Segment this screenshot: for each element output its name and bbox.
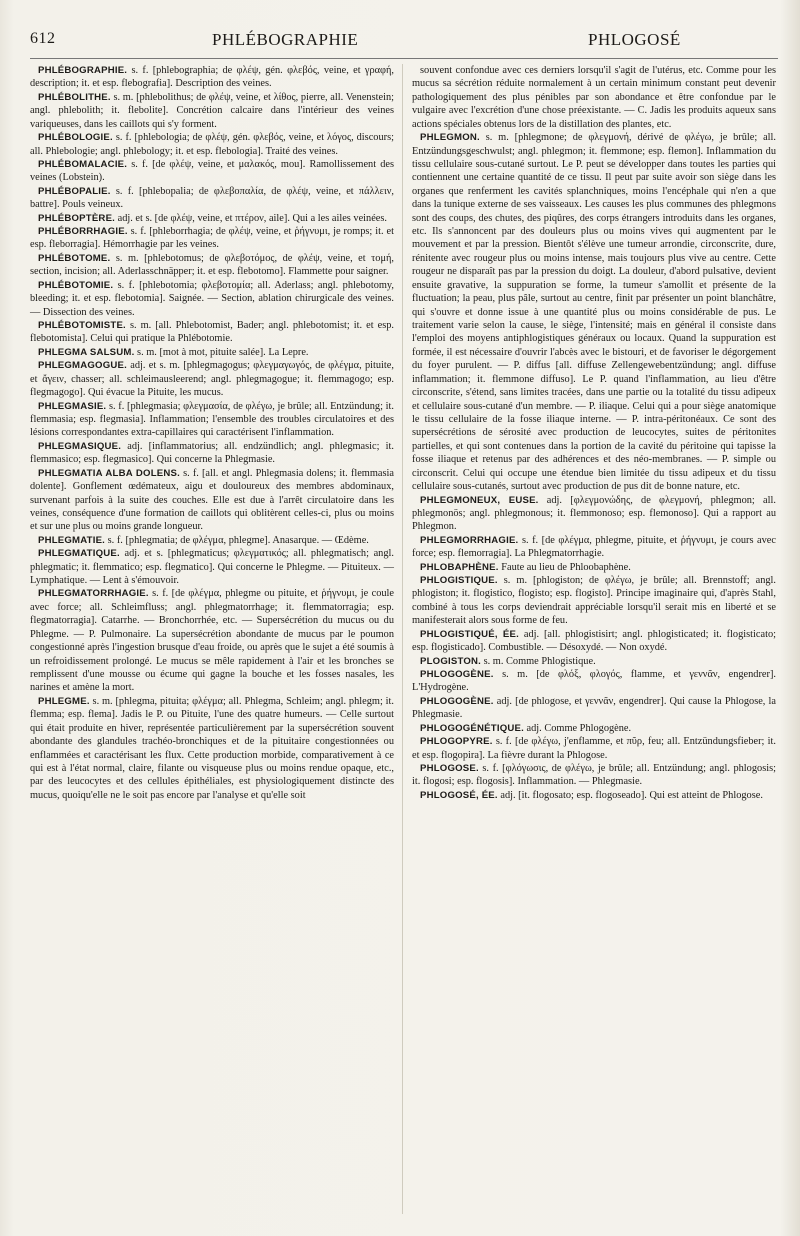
dictionary-entry [30,252,394,279]
entry-headword: PHLEGMATIA ALBA DOLENS. [38,467,180,479]
entry-definition: adj. [φλεγμονώδης, de φλεγμονή, phlegmon; all. phlegmonös; angl. phlegmonous; it. flemmonoso; esp. flemonoso]. Qui a rapport au Phlegmon. [412,494,776,533]
dictionary-entry [30,64,394,91]
entry-definition: adj. [de phlogose, et γεννᾶν, engendrer]. Qui cause la Phlogose, la Phlegmasie. [412,695,776,721]
page-number: 612 [30,30,56,47]
entry-definition: s. f. [phlebologia; de φλέψ, gén. φλεβός, veine, et λόγος, discours; all. Phlebologie; angl. phlebology; it. et esp. flebologia]. Traité des veines. [30,132,394,157]
entry-definition: s. f. [phlebotomia; φλεβοτομία; all. Aderlass; angl. phlebotomy, bleeding; it. et esp. flebotomia]. Saignée. — Section, ablation chirurgicale des veines. — Dissection des veines. [30,279,394,318]
dictionary-entry [30,359,394,399]
entry-definition: s. m. [phlebolithus; de φλέψ, veine, et λίθος, pierre, all. Venenstein; angl. phlebolith; it. flebolite]. Concrétion calcaire dans l'intérieur des veines variqueuses, dans les caillots qui s'y forment. [30,91,394,130]
dictionary-entry [412,561,776,574]
dictionary-entry [412,534,776,561]
dictionary-entry [412,722,776,735]
entry-headword: PLOGISTON. [420,655,481,667]
dictionary-entry [30,547,394,587]
entry-headword: PHLEGME. [38,695,90,707]
entry-definition: s. f. [de φλέγμα, phlegme, pituite, et ῥήγνυμι, je cours avec force; esp. flemorragia]. La Phlegmatorrhagie. [412,534,776,560]
header-rule [30,58,778,59]
entry-headword: PHLEGMATORRHAGIE. [38,588,149,600]
entry-headword: PHLEGMAGOGUE. [38,360,127,372]
entry-definition: s. f. [de φλέψ, veine, et μαλακός, mou]. Ramollissement des veines (Lobstein). [30,158,394,184]
entry-headword: PHLEGMASIQUE. [38,440,122,452]
entry-headword: PHLÉBORRHAGIE. [38,226,128,238]
column-divider [402,64,403,1214]
dictionary-entry [30,587,394,694]
dictionary-entry [30,225,394,252]
entry-definition: s. m. [de φλόξ, φλογός, flamme, et γεννᾶν, engendrer]. L'Hydrogène. [412,668,776,694]
entry-headword: PHLEGMON. [420,132,480,144]
dictionary-entry [30,400,394,440]
entry-headword: PHLOGOGÈNE. [420,668,494,680]
entry-headword: PHLOGOSE. [420,762,479,774]
dictionary-entry [412,762,776,789]
entry-definition: s. f. [phlegmatia; de φλέγμα, phlegme]. Anasarque. — Œdème. [105,534,369,546]
entry-definition: adj. Comme Phlogogène. [523,722,632,734]
dictionary-entry [412,64,776,131]
header-right-title: PHLOGOSÉ [588,30,681,49]
entry-definition: s. m. [phlebotomus; de φλεβοτόμος, de φλέψ, veine, et τομή, section, incision; all. Aderlasschnäpper; it. et esp. flebotomo]. Flammette pour saigner. [30,252,394,278]
entry-headword: PHLOGOPYRE. [420,736,493,748]
entry-definition: s. f. [φλόγωσις, de φλέγω, je brûle; all. Entzündung; angl. phlogosis; it. flogosi; esp. flogosis]. Inflammation. — Phlegmasie. [412,762,776,788]
entry-headword: PHLÉBOTOMISTE. [38,320,126,332]
dictionary-entry [412,494,776,534]
dictionary-entry [30,158,394,185]
right-column [412,64,776,802]
dictionary-entry [412,735,776,762]
entry-definition: s. f. [phlebographia; de φλέψ, gén. φλεβός, veine, et γραφή, description; it. et esp. flebografia]. Description des veines. [30,65,394,90]
entry-definition: adj. [all. phlogistisirt; angl. phlogisticated; it. flogisticato; esp. flogisticado]. Combustible. — Désoxydé. — Non oxydé. [412,628,776,654]
entry-definition: adj. et s. [de φλέψ, veine, et πτέρον, aile]. Qui a les ailes veinées. [115,212,388,224]
entry-headword: PHLEGMATIQUE. [38,548,120,560]
entry-definition: Faute au lieu de Phloobaphène. [498,561,631,573]
entry-definition: s. f. [phlegmasia; φλεγμασία, de φλέγω, je brûle; all. Entzündung; it. flemmasia; esp. flegmasia]. Inflammation; l'ensemble des troubles circulatoires et des lésions correspondantes extra-capillaires qui caractérisent l'inflammation. [30,400,394,439]
entry-definition: s. f. [de φλέγω, j'enflamme, et πῦρ, feu; all. Entzündungsfieber; it. et esp. flogopira]. La fièvre durant la Phlogose. [412,736,776,761]
dictionary-entry [412,655,776,668]
entry-headword: PHLEGMORRHAGIE. [420,534,519,546]
entry-headword: PHLEGMA SALSUM. [38,346,135,358]
dictionary-entry [30,185,394,212]
entry-definition: s. m. [mot à mot, pituite salée]. La Lepre. [134,346,309,358]
dictionary-entry [30,91,394,131]
entry-headword: PHLOGISTIQUE. [420,575,498,587]
dictionary-entry [412,574,776,628]
entry-definition: s. m. [phlogiston; de φλέγω, je brûle; all. Brennstoff; angl. phlogiston; it. flogistico, flogisto; esp. flogisto]. Principe imaginaire qui, d'après Stahl, combiné à tous les corps deviendrait appréciable lorsqu'il serait mis en liberté et se manifesterait alors sous forme de feu. [412,575,776,627]
entry-headword: PHLOBAPHÈNE. [420,561,499,573]
dictionary-entry [30,695,394,802]
dictionary-entry [412,695,776,722]
entry-headword: PHLOGISTIQUÉ, ÉE. [420,628,519,640]
entry-headword: PHLOGOSÉ, ÉE. [420,789,498,801]
entry-definition: souvent confondue avec ces derniers lorsqu'il s'agit de l'utérus, etc. Comme pour les mucus sa sécrétion réduite normalement à un certain minimum constant peut devenir pathologiquement des plus pénibles par son abondance et être confondue par le vulgaire avec l'excrétion d'une chose préexistante. — C. Jadis les produits aqueux sans actions spéciales obtenus lors de la distillation des plantes, etc. [412,65,776,130]
dictionary-entry [30,346,394,359]
entry-definition: s. f. [de φλέγμα, phlegme ou pituite, et ῥήγνυμι, je coule avec force; all. Schleimfluss; angl. phlegmatorrhage; it. flemmatorragia; esp. flegmatorragia]. Catarrhe. — Bronchorrhée, etc. — Supersécrétion du mucus ou du Phlegme. — P. Pulmonaire. La supersécrétion abondante de mucus par le poumon congestionné après l'ingestion brusque d'eau froide, ou après que le sujet a été soumis à un refroidissement prolongé. Le mucus se mêle rapidement à l'air et les bronches se remplissent d'une mousse ou écume qui gagne la bouche et les fosses nasales, les narines et amène la mort. [30,588,394,694]
entry-definition: s. m. [phlegmone; de φλεγμονή, dérivé de φλέγω, je brûle; all. Entzündungsgeschwulst; angl. phlegmon; it. flemmone; esp. flemon]. Inflammation du tissu cellulaire sous-cutané surtout. Le P. peut se développer dans toutes les parties qui contiennent une certaine quantité de ce tissu. Il peut par suite avoir son siège dans les organes que renferment les cavités splanchniques, moins l'encéphale qui n'en a que dans la tunique externe de ses vaisseaux. Les causes les plus communes des phlegmons sont des coups, des chutes, des piqûres, des corps étrangers introduits dans les organes, etc. Ils s'annoncent par des douleurs plus ou moins vives qui augmentent par le mouvement et par la pression. Bientôt s'élève une tumeur arrondie, circonscrite, dure, rénitente avec rougeur plus ou moins intense, mais toujours plus vive au centre. Cette rougeur ne disparaît pas par la pression du doigt. La douleur, d'abord pulsative, devient ensuite gravative, la suppuration se forme, la tumeur s'amollit et présente de la fluctuation; la peau, plus pâle, surtout au centre, finit par présenter un point blanchâtre, qui s'ouvre et donne issue à une quantité plus ou moins considérable de pus. Le traitement varie selon la cause, le siège, l'intensité; mais en général il consiste dans l'emploi des moyens antiphlogistiques généraux ou locaux. Quand la suppuration est formée, il est nécessaire d'ouvrir l'abcès avec le bistouri, et de favoriser le dégorgement du foyer purulent. — P. diffus [all. diffuse Zellengewebentzündung; angl. diffuse inflammation; it. flemmone diffuso]. Le P. quand l'inflammation, au lieu d'être circonscrite, s'étend, sans limites tracées, dans une partie ou la totalité du tissu adipeux et cellulaire sous-cutané d'un membre. — P. iliaque. Celui qui a pour siège anatomique le tissu cellulaire de la fosse iliaque interne. — P. intra-péritonéaux. Ce sont des supersécrétions de sérosité avec production de leucocytes, suites de péritonites partielles, et qui sont contenues dans la portion de la cavité du péritoine qui tapisse la fosse iliaque et retenus par des adhérences et des néo-membranes. — P. simple ou circonscrit. Celui qui occupe une étendue bien limitée du tissu adipeux et du tissu cellulaire sous-cutanés, surtout avec production de pus dit de bonne nature, etc. [412,132,776,493]
header-left-title: PHLÉBOGRAPHIE [212,30,359,49]
entry-definition: s. m. [phlegma, pituita; φλέγμα; all. Phlegma, Schleim; angl. phlegm; it. flemma; esp. flema]. Jadis le P. ou Pituite, l'une des quatre humeurs. — Celle surtout qui était produite en hiver, représentée particulièrement par la supersécrétion souvent abondante des glandules trachéo-bronchiques et de la pituitaire congestionnées ou enflammées et caractérisant les flux. Cette production morbide, comparativement à ce qui est à l'état normal, claire, filante ou visqueuse plus ou moins rendue opaque, etc., par des leucocytes et des cellules épithéliales, est physiologiquement distincte des mucus, quoiqu'elle ne le soit pas encore par l'analyse et qu'elle soit [30,695,394,801]
dictionary-entry [30,440,394,467]
entry-headword: PHLEGMATIE. [38,534,106,546]
entry-headword: PHLÉBOLOGIE. [38,132,113,144]
entry-definition: s. f. [all. et angl. Phlegmasia dolens; it. flemmasia dolente]. Gonflement œdémateux, aigu et douloureux des membres abdominaux, survenant parfois à la suite des couches. Elle est due à l'arrêt circulatoire dans les veines, conséquence d'une formation de caillots qui oblitèrent celles-ci, plus ou moins et sur une plus ou moins grande longueur. [30,467,394,533]
entry-headword: PHLEGMONEUX, EUSE. [420,494,539,506]
entry-headword: PHLÉBOLITHE. [38,91,111,103]
entry-headword: PHLÉBOPALIE. [38,185,111,197]
entry-headword: PHLÉBOTOME. [38,252,111,264]
entry-definition: adj. [inflammatorius; all. endzündlich; angl. phlegmasic; it. flemmasico; esp. flegmasico]. Qui concerne la Phlegmasie. [30,440,394,466]
dictionary-entry [412,789,776,802]
entry-definition: s. f. [phleborrhagia; de φλέψ, veine, et ῥήγνυμι, je romps; it. et esp. fleborragia]. Hémorrhagie par les veines. [30,226,394,251]
entry-headword: PHLÉBOMALACIE. [38,158,128,170]
dictionary-entry [30,319,394,346]
entry-headword: PHLOGOGÉNÉTIQUE. [420,722,524,734]
dictionary-entry [412,131,776,493]
dictionary-entry [30,131,394,158]
entry-headword: PHLÉBOTOMIE. [38,279,114,291]
dictionary-entry [30,212,394,225]
dictionary-entry [412,628,776,655]
entry-headword: PHLEGMASIE. [38,400,107,412]
dictionary-entry [30,534,394,547]
dictionary-entry [30,279,394,319]
entry-definition: s. m. [all. Phlebotomist, Bader; angl. phlebotomist; it. et esp. flebotomista]. Celui qui pratique la Phlébotomie. [30,320,394,345]
running-header [30,30,778,56]
entry-definition: s. m. Comme Phlogistique. [481,655,596,667]
entry-headword: PHLÉBOPTÈRE. [38,212,116,224]
entry-headword: PHLÉBOGRAPHIE. [38,65,128,76]
left-column [30,64,394,802]
entry-definition: s. f. [phlebopalia; de φλεβοπαλία, de φλέψ, veine, et πάλλειν, battre]. Pouls veineux. [30,185,394,211]
dictionary-entry [412,668,776,695]
entry-definition: adj. et s. m. [phlegmagogus; φλεγμαγωγός, de φλέγμα, pituite, et ἄγειν, chasser; all. schleimausleerend; angl. phlegmagogue; it. flemmagogo; esp. flegmagogo]. Qui évacue la Pituite, les mucus. [30,360,394,399]
entry-headword: PHLOGOGÈNE. [420,695,494,707]
entry-definition: adj. [it. flogosato; esp. flogoseado]. Qui est atteint de Phlogose. [497,789,763,801]
dictionary-entry [30,467,394,534]
entry-definition: adj. et s. [phlegmaticus; φλεγματικός; all. phlegmatisch; angl. phlegmatic; it. flemmatico; esp. flegmatico]. Qui concerne le Phlegme. — Pituiteux. — Lymphatique. — Lent à s'émouvoir. [30,548,394,587]
